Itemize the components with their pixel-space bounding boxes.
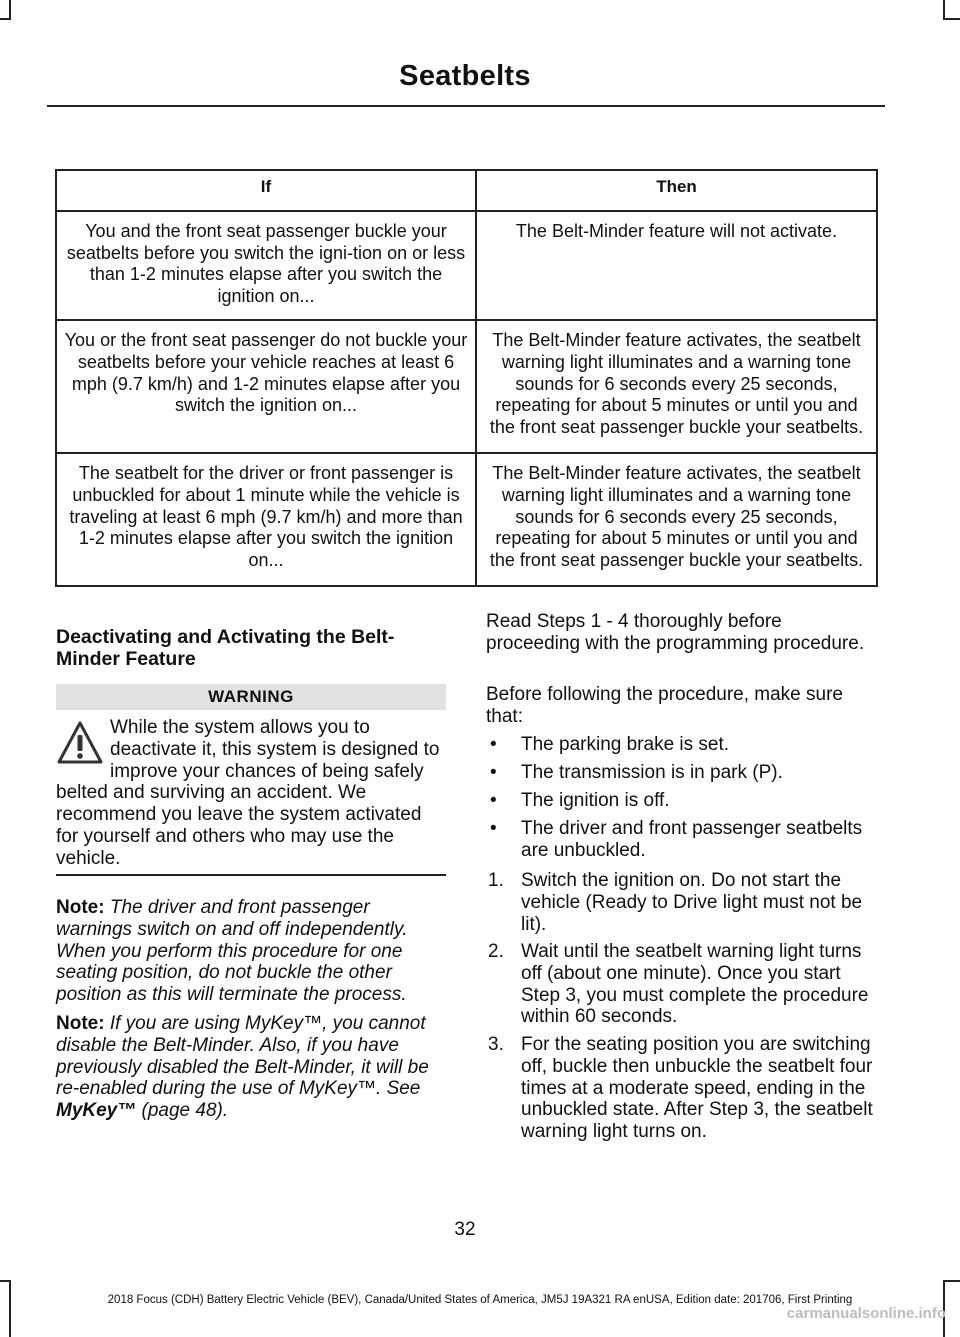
step-text: Wait until the seatbelt warning light turns off (about one minute). Once you start Step 3, you must complete the procedure within 60 seconds. xyxy=(521,941,869,1028)
crop-mark xyxy=(0,1280,11,1282)
step-number: 1. xyxy=(488,870,504,891)
section-heading: Deactivating and Activating the Belt-Minder Feature xyxy=(56,626,395,670)
mykey-link[interactable]: MyKey™ xyxy=(56,1100,137,1122)
page-number: 32 xyxy=(454,1219,476,1240)
step-text: For the seating position you are switching off, buckle then unbuckle the seatbelt four times at a moderate speed, ending in the unbuckled state. After Step 3, the seatbelt warning light turns on. xyxy=(521,1034,873,1143)
step-text: Switch the ignition on. Do not start the vehicle (Ready to Drive light must not be lit). xyxy=(521,870,863,935)
warning-divider xyxy=(56,874,446,876)
page-reference: (page 48). xyxy=(141,1100,229,1122)
step-number: 2. xyxy=(488,941,504,962)
crop-mark xyxy=(9,1280,11,1337)
warning-icon-space xyxy=(56,717,110,781)
step-item xyxy=(488,870,880,935)
crop-mark xyxy=(9,0,11,20)
warning-text: While the system allows you to deactivate it, this system is designed to improve your chances of being safely belted and surviving an accident. We recommend you leave the system activated for yourself and others who may use the vehicle. xyxy=(56,717,440,869)
bullet-text: The parking brake is set. xyxy=(521,734,730,755)
note-independent-warnings xyxy=(56,897,448,1006)
title-divider xyxy=(47,105,885,107)
crop-mark xyxy=(943,0,945,20)
bullet-text: The transmission is in park (P). xyxy=(521,762,783,783)
list-item xyxy=(488,790,878,812)
table-cell-then: The Belt-Minder feature activates, the seatbelt warning light illuminates and a warning tone sounds for 6 seconds every 25 seconds, repeating for about 5 minutes or until you and the front seat passenger buckle your seatbelts. xyxy=(476,320,877,453)
crop-mark xyxy=(0,18,11,20)
table-row xyxy=(56,453,877,586)
procedure-intro: Read Steps 1 - 4 thoroughly before proceeding with the programming procedure. xyxy=(486,611,865,654)
note-label: Note: xyxy=(56,897,105,918)
note-mykey xyxy=(56,1013,448,1122)
table-cell-if: The seatbelt for the driver or front passenger is unbuckled for about 1 minute while the vehicle is traveling at least 6 mph (9.7 km/h) and more than 1-2 minutes elapse after you switch the ignition on... xyxy=(56,453,476,586)
table-header-row xyxy=(56,170,877,211)
note-text: If you are using MyKey™, you cannot disable the Belt-Minder. Also, if you have previously disabled the Belt-Minder, it will be re-enabled during the use of MyKey™. See xyxy=(56,1013,429,1100)
table-cell-then: The Belt-Minder feature will not activate. xyxy=(476,211,877,320)
bullet-text: The ignition is off. xyxy=(521,790,670,811)
bullet-text: The driver and front passenger seatbelts are unbuckled. xyxy=(521,818,863,861)
column-header-if: If xyxy=(56,170,476,211)
bullet-marker: • xyxy=(490,818,497,839)
note-label: Note: xyxy=(56,1013,105,1034)
step-item xyxy=(488,941,880,1028)
if-then-table xyxy=(55,169,878,587)
table-cell-if: You or the front seat passenger do not buckle your seatbelts before your vehicle reaches at least 6 mph (9.7 km/h) and 1-2 minutes elapse after you switch the ignition on... xyxy=(56,320,476,453)
step-number: 3. xyxy=(488,1034,504,1055)
warning-text-block xyxy=(56,717,448,870)
watermark: carmanualsonline.info xyxy=(786,1305,946,1322)
warning-label: WARNING xyxy=(56,684,446,710)
table-cell-if: You and the front seat passenger buckle your seatbelts before you switch the igni-tion on or less than 1-2 minutes elapse after you switch the ignition on... xyxy=(56,211,476,320)
table-row xyxy=(56,320,877,453)
list-item xyxy=(488,818,878,862)
table-row xyxy=(56,211,877,320)
crop-mark xyxy=(943,18,960,20)
procedure-precondition: Before following the procedure, make sure that: xyxy=(486,684,843,727)
list-item xyxy=(488,734,878,756)
column-header-then: Then xyxy=(476,170,877,211)
footer-edition-text: 2018 Focus (CDH) Battery Electric Vehicle (BEV), Canada/United States of America, JM5J 19A321 RA enUSA, Edition date: 201706, First Printing xyxy=(107,1294,853,1306)
note-text: The driver and front passenger warnings switch on and off independently. When you perform this procedure for one seating position, do not buckle the other position as this will terminate the process. xyxy=(56,897,408,1006)
bullet-marker: • xyxy=(490,734,497,755)
crop-mark xyxy=(943,1280,960,1282)
table-cell-then: The Belt-Minder feature activates, the seatbelt warning light illuminates and a warning tone sounds for 6 seconds every 25 seconds, repeating for about 5 minutes or until you and the front seat passenger buckle your seatbelts. xyxy=(476,453,877,586)
bullet-marker: • xyxy=(490,762,497,783)
step-item xyxy=(488,1034,880,1143)
list-item xyxy=(488,762,878,784)
page-title: Seatbelts xyxy=(399,60,531,92)
bullet-marker: • xyxy=(490,790,497,811)
